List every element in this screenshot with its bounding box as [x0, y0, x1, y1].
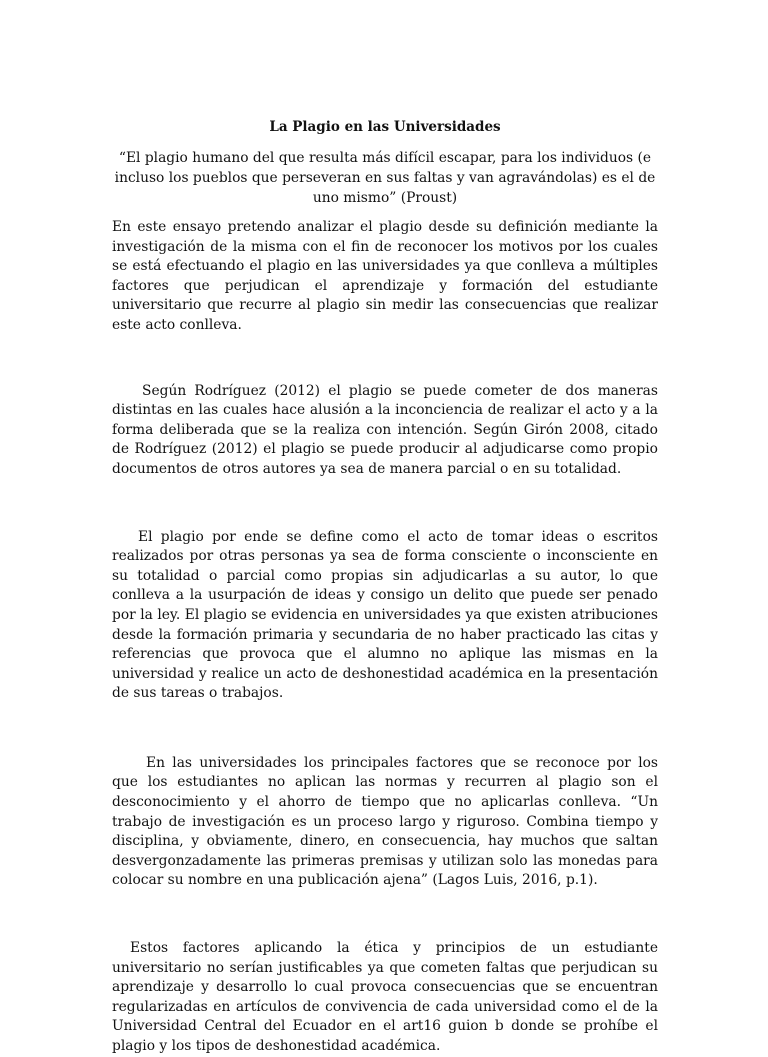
- paragraph-rodriguez: Según Rodríguez (2012) el plagio se puede cometer de dos maneras distintas en las cuales hace alusión a la inconciencia de realizar el acto y a la forma deliberada que se la realiza con intención. Según Girón 2008, citado de Rodríguez (2012) el plagio se puede producir al adjudicarse como propio documentos de otros autores ya sea de manera parcial o en su totalidad.: [112, 382, 658, 477]
- document-body: [112, 118, 658, 1057]
- paragraph-introduction: En este ensayo pretendo analizar el plagio desde su definición mediante la investigación de la misma con el fin de reconocer los motivos por los cuales se está efectuando el plagio en las universidades ya que conlleva a múltiples factores que perjudican el aprendizaje y formación del estudiante universitario que recurre al plagio sin medir las consecuencias que realizar este acto conlleva.: [112, 219, 658, 333]
- paragraph-definition: El plagio por ende se define como el acto de tomar ideas o escritos realizados por otras personas ya sea de forma consciente o inconsciente en su totalidad o parcial como propias sin adjudicarlas a su autor, lo que conlleva a la usurpación de ideas y consigo un delito que puede ser penado por la ley. El plagio se evidencia en universidades ya que existen atribuciones desde la formación primaria y secundaria de no haber practicado las citas y referencias que provoca que el alumno no aplique las mismas en la universidad y realice un acto de deshonestidad académica en la presentación de sus tareas o trabajos.: [112, 528, 658, 702]
- paragraph-ethics: Estos factores aplicando la ética y principios de un estudiante universitario no serían justificables ya que cometen faltas que perjudican su aprendizaje y desarrollo lo cual provoca consecuencias que se encuentran regularizadas en artículos de convivencia de cada universidad como el de la Universidad Central del Ecuador en el art16 guion b donde se prohíbe el plagio y los tipos de deshonestidad académica.: [112, 940, 658, 1054]
- paragraph-factors: En las universidades los principales factores que se reconoce por los que los estudiantes no aplican las normas y recurren al plagio son el desconocimiento y el ahorro de tiempo que no aplicarlas conlleva. “Un trabajo de investigación es un proceso largo y riguroso. Combina tiempo y disciplina, y obviamente, dinero, en consecuencia, hay muchos que saltan desvergonzadamente las primeras premisas y utilizan solo las monedas para colocar su nombre en una publicación ajena” (Lagos Luis, 2016, p.1).: [112, 754, 658, 889]
- document-title: La Plagio en las Universidades: [269, 119, 501, 135]
- epigraph-quote: “El plagio humano del que resulta más difícil escapar, para los individuos (e incluso los pueblos que perseveran en sus faltas y van agravándolas) es el de uno mismo” (Proust): [114, 150, 656, 206]
